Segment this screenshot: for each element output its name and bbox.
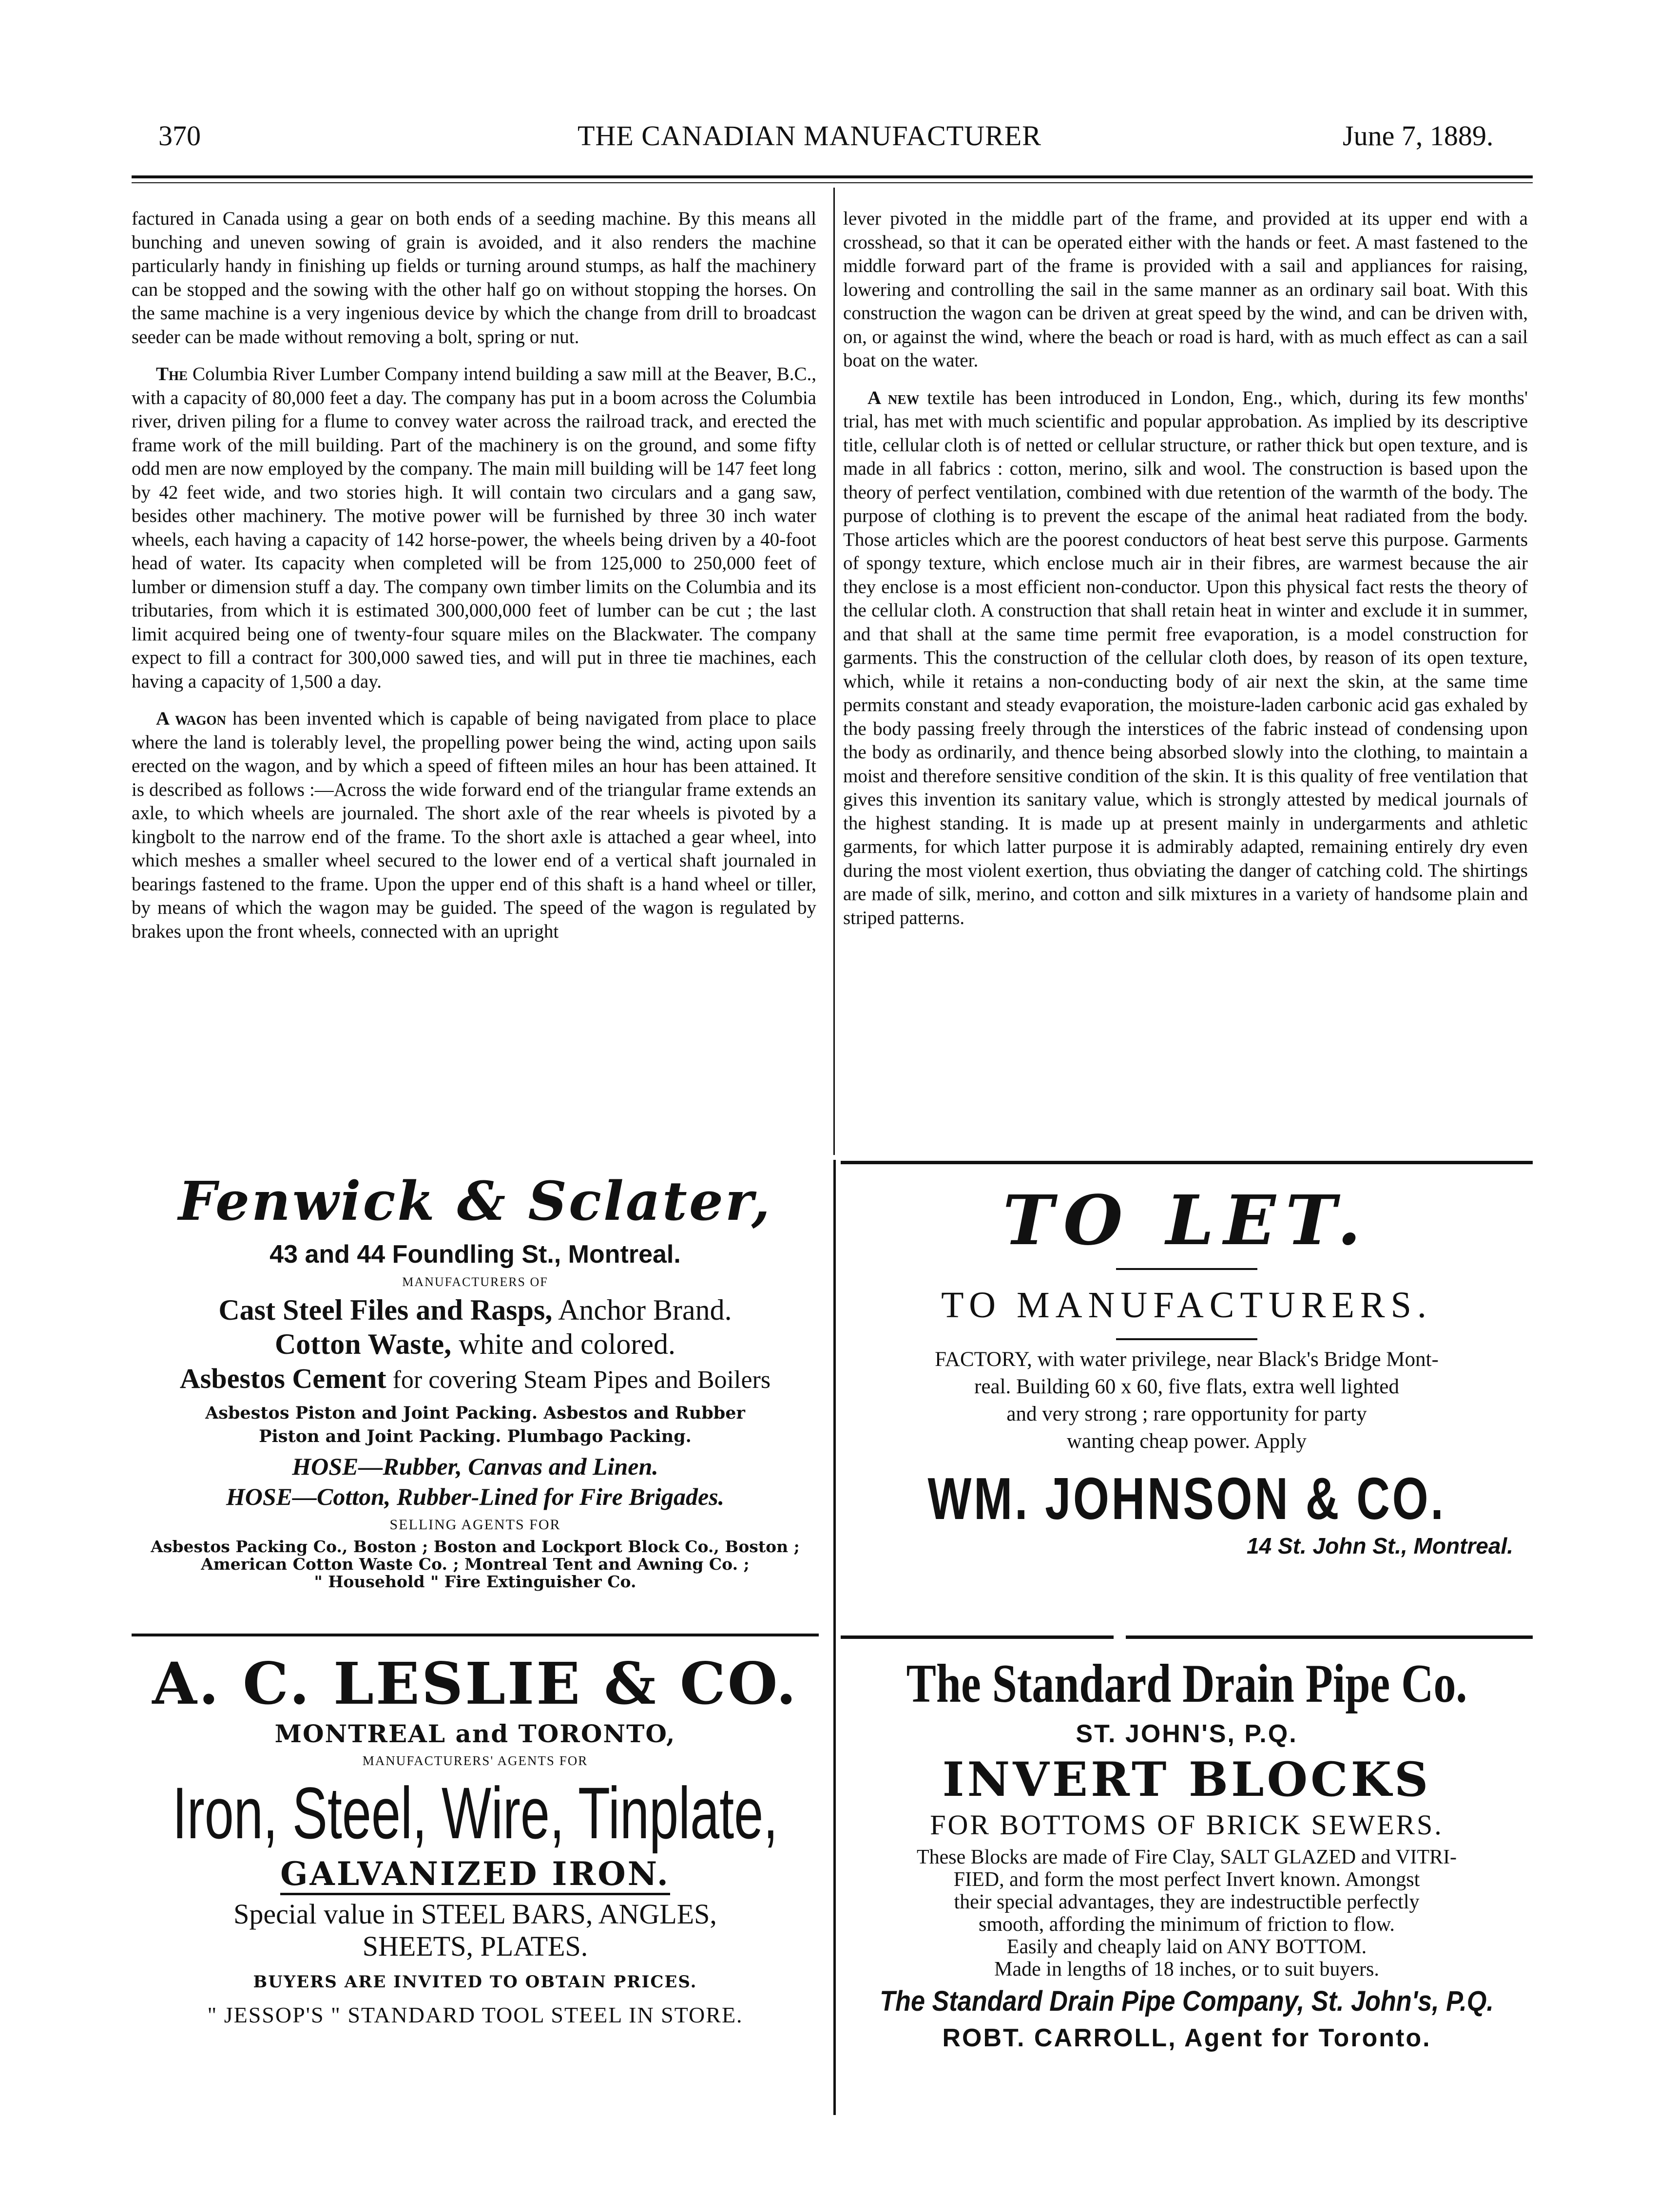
- ad-line-files: [122, 1293, 828, 1327]
- ad-line-bold: Asbestos Cement: [179, 1363, 386, 1394]
- article-body: textile has been introduced in London, Eng., which, during its few months' trial, has met with much scientific and popular approbation. As implied by its descriptive title, cellular cloth is of netted or cellular structure, or rather thick but open texture, and is made in all fabrics : cotton, merino, silk and wool. The construction is based upon the theory of perfect ventilation, combined with due retention of the warmth of the body. The purpose of clothing is to prevent the escape of the animal heat radiated from the body. Those articles which are the poorest conductors of heat best serve this purpose. Garments of spongy texture, which enclose much air in their fibres, are warmest because the air they enclose is a most efficient non-conductor. Upon this physical fact rests the theory of the cellular cloth. A construction that shall retain heat in winter and exclude it in summer, and that shall at the same time permit free evaporation, is a model construction for garments. This the construction of the cellular cloth does, by reason of its open texture, which, while it retains a non-conducting body of air next the skin, at the same time permits constant and steady evaporation, the moisture-laden carbonic acid gas exhaled by the body passing freely through the interstices of the fabric instead of condensing upon the body as ordinarily, and thence being absorbed slowly into the clothing, to maintain a moist and therefore sensitive condition of the skin. It is this quality of free ventilation that gives this invention its sanitary value, which is strongly attested by medical journals of the highest standing. It is made up at present mainly in undergarments and athletic garments, for which latter purpose it is admirably adapted, remaining entirely dry even during the most violent exertion, thus obviating the danger of catching cold. The shirtings are made of silk, merino, and cotton and silk mixtures in a variety of handsome plain and striped patterns.: [843, 387, 1528, 928]
- ad-line-rest: for covering Steam Pipes and Boilers: [386, 1366, 771, 1394]
- article-lead-word: A new: [867, 387, 920, 408]
- ad-top-rule-right: [841, 1161, 1533, 1164]
- ad-separator-right-a: [841, 1635, 1114, 1639]
- ad-cities: MONTREAL and TORONTO,: [274, 1719, 676, 1748]
- header-rule-thin: [132, 182, 1533, 183]
- ad-drain-body-1: These Blocks are made of Fire Clay, SALT GLAZED and VITRI-: [916, 1846, 1457, 1868]
- ad-drain-body-3: their special advantages, they are indestructible perfectly: [954, 1891, 1420, 1913]
- article-seeder-continued: factured in Canada using a gear on both ends of a seeding machine. By this means all bunching and uneven sowing of grain is avoided, and it also renders the machine particularly handy in finishing up fields or turning around stumps, as half the machinery can be stopped and the sowing with the other half go on without stopping the horses. On the same machine is a very ingenious device by which the change from drill to broadcast seeder can be made without removing a bolt, spring or nut.: [132, 208, 816, 347]
- ad-company-name: A. C. LESLIE & CO.: [152, 1650, 798, 1717]
- article-columbia-lumber: [132, 363, 816, 693]
- page-title: THE CANADIAN MANUFACTURER: [578, 120, 1041, 152]
- ad-to-let-subtitle: TO MANUFACTURERS.: [941, 1285, 1432, 1326]
- ad-product: INVERT BLOCKS: [942, 1752, 1431, 1807]
- ad-line-hose-1: HOSE—Rubber, Canvas and Linen.: [292, 1453, 658, 1480]
- ad-to-let-title: TO LET.: [1002, 1181, 1371, 1261]
- article-body: has been invented which is capable of being navigated from place to place where the land is tolerably level, the propelling power being the wind, acting upon sails erected on the wagon, and by which a speed of fifteen miles an hour has been attained. It is described as follows :—Across the wide forward end of the triangular frame extends an axle, to which wheels are journaled. The short axle of the rear wheels is pivoted by a kingbolt to the narrow end of the frame. To the short axle is attached a gear wheel, into which meshes a smaller wheel secured to the lower end of a vertical shaft journaled in bearings fastened to the frame. Upon the upper end of this shaft is a hand wheel or tiller, by means of which the wagon may be guided. The speed of the wagon is regulated by brakes upon the front wheels, connected with an upright: [132, 708, 816, 942]
- ad-products: Iron, Steel, Wire, Tinplate,: [172, 1772, 778, 1854]
- ad-short-rule: [1116, 1268, 1257, 1270]
- ad-galvanized: [122, 1854, 828, 1893]
- ad-location: ST. JOHN'S, P.Q.: [1076, 1720, 1298, 1748]
- ad-to-let-body-1: FACTORY, with water privilege, near Black's Bridge Mont-: [935, 1348, 1439, 1371]
- ad-company-name: The Standard Drain Pipe Co.: [906, 1654, 1467, 1714]
- ad-line-packing-1: Asbestos Piston and Joint Packing. Asbestos and Rubber: [205, 1403, 745, 1423]
- ad-short-rule: [1116, 1338, 1257, 1340]
- ad-line-asbestos-cement: [122, 1361, 828, 1398]
- ad-agents-1: Asbestos Packing Co., Boston ; Boston and Lockport Block Co., Boston ;: [151, 1537, 800, 1556]
- ad-agents-for: MANUFACTURERS' AGENTS FOR: [362, 1753, 588, 1768]
- ad-company-name: Fenwick & Sclater,: [178, 1170, 772, 1232]
- ad-to-let-company: WM. JOHNSON & CO.: [927, 1465, 1446, 1532]
- ad-manufacturers-of: MANUFACTURERS OF: [402, 1275, 548, 1289]
- ad-ac-leslie: [122, 1650, 828, 2029]
- ad-special-1: Special value in STEEL BARS, ANGLES,: [233, 1898, 717, 1930]
- right-column: [843, 207, 1528, 943]
- ad-drain-body-5: Easily and cheaply laid on ANY BOTTOM.: [1006, 1936, 1367, 1958]
- ad-buyers: BUYERS ARE INVITED TO OBTAIN PRICES.: [253, 1972, 697, 1992]
- ad-line-rest: white and colored.: [451, 1328, 676, 1360]
- ad-agents-3: " Household " Fire Extinguisher Co.: [314, 1572, 636, 1591]
- ad-drain-body-2: FIED, and form the most perfect Invert known. Amongst: [953, 1868, 1420, 1891]
- ad-to-let-body-3: and very strong ; rare opportunity for party: [1006, 1403, 1367, 1425]
- ad-fenwick-sclater: [122, 1167, 828, 1591]
- article-wind-wagon: [132, 707, 816, 943]
- article-cellular-cloth: [843, 386, 1528, 930]
- article-wind-wagon-continued: lever pivoted in the middle part of the frame, and provided at its upper end with a crosshead, so that it can be operated either with the hands or feet. A mast fastened to the middle forward part of the frame is provided with a sail and appliances for raising, lowering and controlling the sail in the same manner as an ordinary sail boat. With this construction the wagon can be driven at great speed by the wind, and can be driven with, on, or against the wind, where the beach or road is hard, with as much effect as can a sail boat on the water.: [843, 208, 1528, 371]
- ad-line-hose-2: HOSE—Cotton, Rubber-Lined for Fire Brigades.: [226, 1483, 725, 1510]
- ad-line-cotton-waste: [122, 1327, 828, 1361]
- ad-drain-body-4: smooth, affording the minimum of friction to flow.: [979, 1913, 1395, 1936]
- header-rule: [132, 175, 1533, 178]
- ad-line-rest: Anchor Brand.: [552, 1294, 732, 1326]
- ad-line-bold: Cotton Waste,: [274, 1328, 452, 1360]
- ad-line-packing-2: Piston and Joint Packing. Plumbago Packing.: [259, 1426, 692, 1446]
- left-column: [132, 207, 816, 957]
- ad-selling-agents: SELLING AGENTS FOR: [389, 1517, 561, 1533]
- ad-standard-drain-pipe: [841, 1652, 1533, 2054]
- ad-special-2: SHEETS, PLATES.: [362, 1930, 588, 1962]
- ad-galvanized-text: GALVANIZED IRON.: [280, 1855, 670, 1895]
- ad-agents-2: American Cotton Waste Co. ; Montreal Tent and Awning Co. ;: [201, 1555, 750, 1574]
- ad-separator-right-b: [1126, 1635, 1533, 1639]
- ads-column-divider: [833, 1160, 836, 2115]
- ad-for: FOR BOTTOMS OF BRICK SEWERS.: [930, 1809, 1444, 1841]
- article-lead-word: A wagon: [156, 708, 227, 729]
- article-lead-word: The: [156, 364, 188, 385]
- ad-to-let-body-2: real. Building 60 x 60, five flats, extra well lighted: [974, 1375, 1399, 1398]
- column-divider: [833, 188, 835, 1155]
- ad-to-let-address: 14 St. John St., Montreal.: [1247, 1533, 1513, 1558]
- ad-drain-body-6: Made in lengths of 18 inches, or to suit buyers.: [994, 1958, 1379, 1981]
- ad-jessop: " JESSOP'S " STANDARD TOOL STEEL IN STORE.: [207, 2002, 743, 2027]
- ad-agent: ROBT. CARROLL, Agent for Toronto.: [942, 2024, 1431, 2052]
- article-body: Columbia River Lumber Company intend building a saw mill at the Beaver, B.C., with a capacity of 80,000 feet a day. The company has put in a boom across the Columbia river, driven piling for a flume to convey water across the railroad track, and erected the frame work of the mill building. Part of the machinery is on the ground, and some fifty odd men are now employed by the company. The main mill building will be 147 feet long by 42 feet wide, and two stories high. It will contain two circulars and a gang saw, besides other machinery. The motive power will be furnished by three 30 inch water wheels, each having a capacity of 142 horse-power, the wheels being driven by a 40-foot head of water. Its capacity when completed will be from 125,000 to 250,000 feet of lumber or dimension stuff a day. The company own timber limits on the Columbia and its tributaries, from which it is estimated 300,000,000 feet of lumber can be cut ; the last limit acquired being one of twenty-four square miles on the Blackwater. The company expect to fill a contract for 300,000 sawed ties, and will put in three tie machines, each having a capacity of 1,500 a day.: [132, 364, 816, 692]
- page-number: 370: [158, 120, 201, 152]
- issue-date: June 7, 1889.: [1343, 120, 1494, 152]
- ad-to-let-body-4: wanting cheap power. Apply: [1066, 1430, 1307, 1453]
- ad-company-full: The Standard Drain Pipe Company, St. John's, P.Q.: [880, 1985, 1494, 2017]
- ad-address: 43 and 44 Foundling St., Montreal.: [270, 1240, 681, 1269]
- ad-separator-left: [132, 1634, 819, 1636]
- ad-line-bold: Cast Steel Files and Rasps,: [218, 1294, 553, 1326]
- ad-to-let: [841, 1179, 1533, 1559]
